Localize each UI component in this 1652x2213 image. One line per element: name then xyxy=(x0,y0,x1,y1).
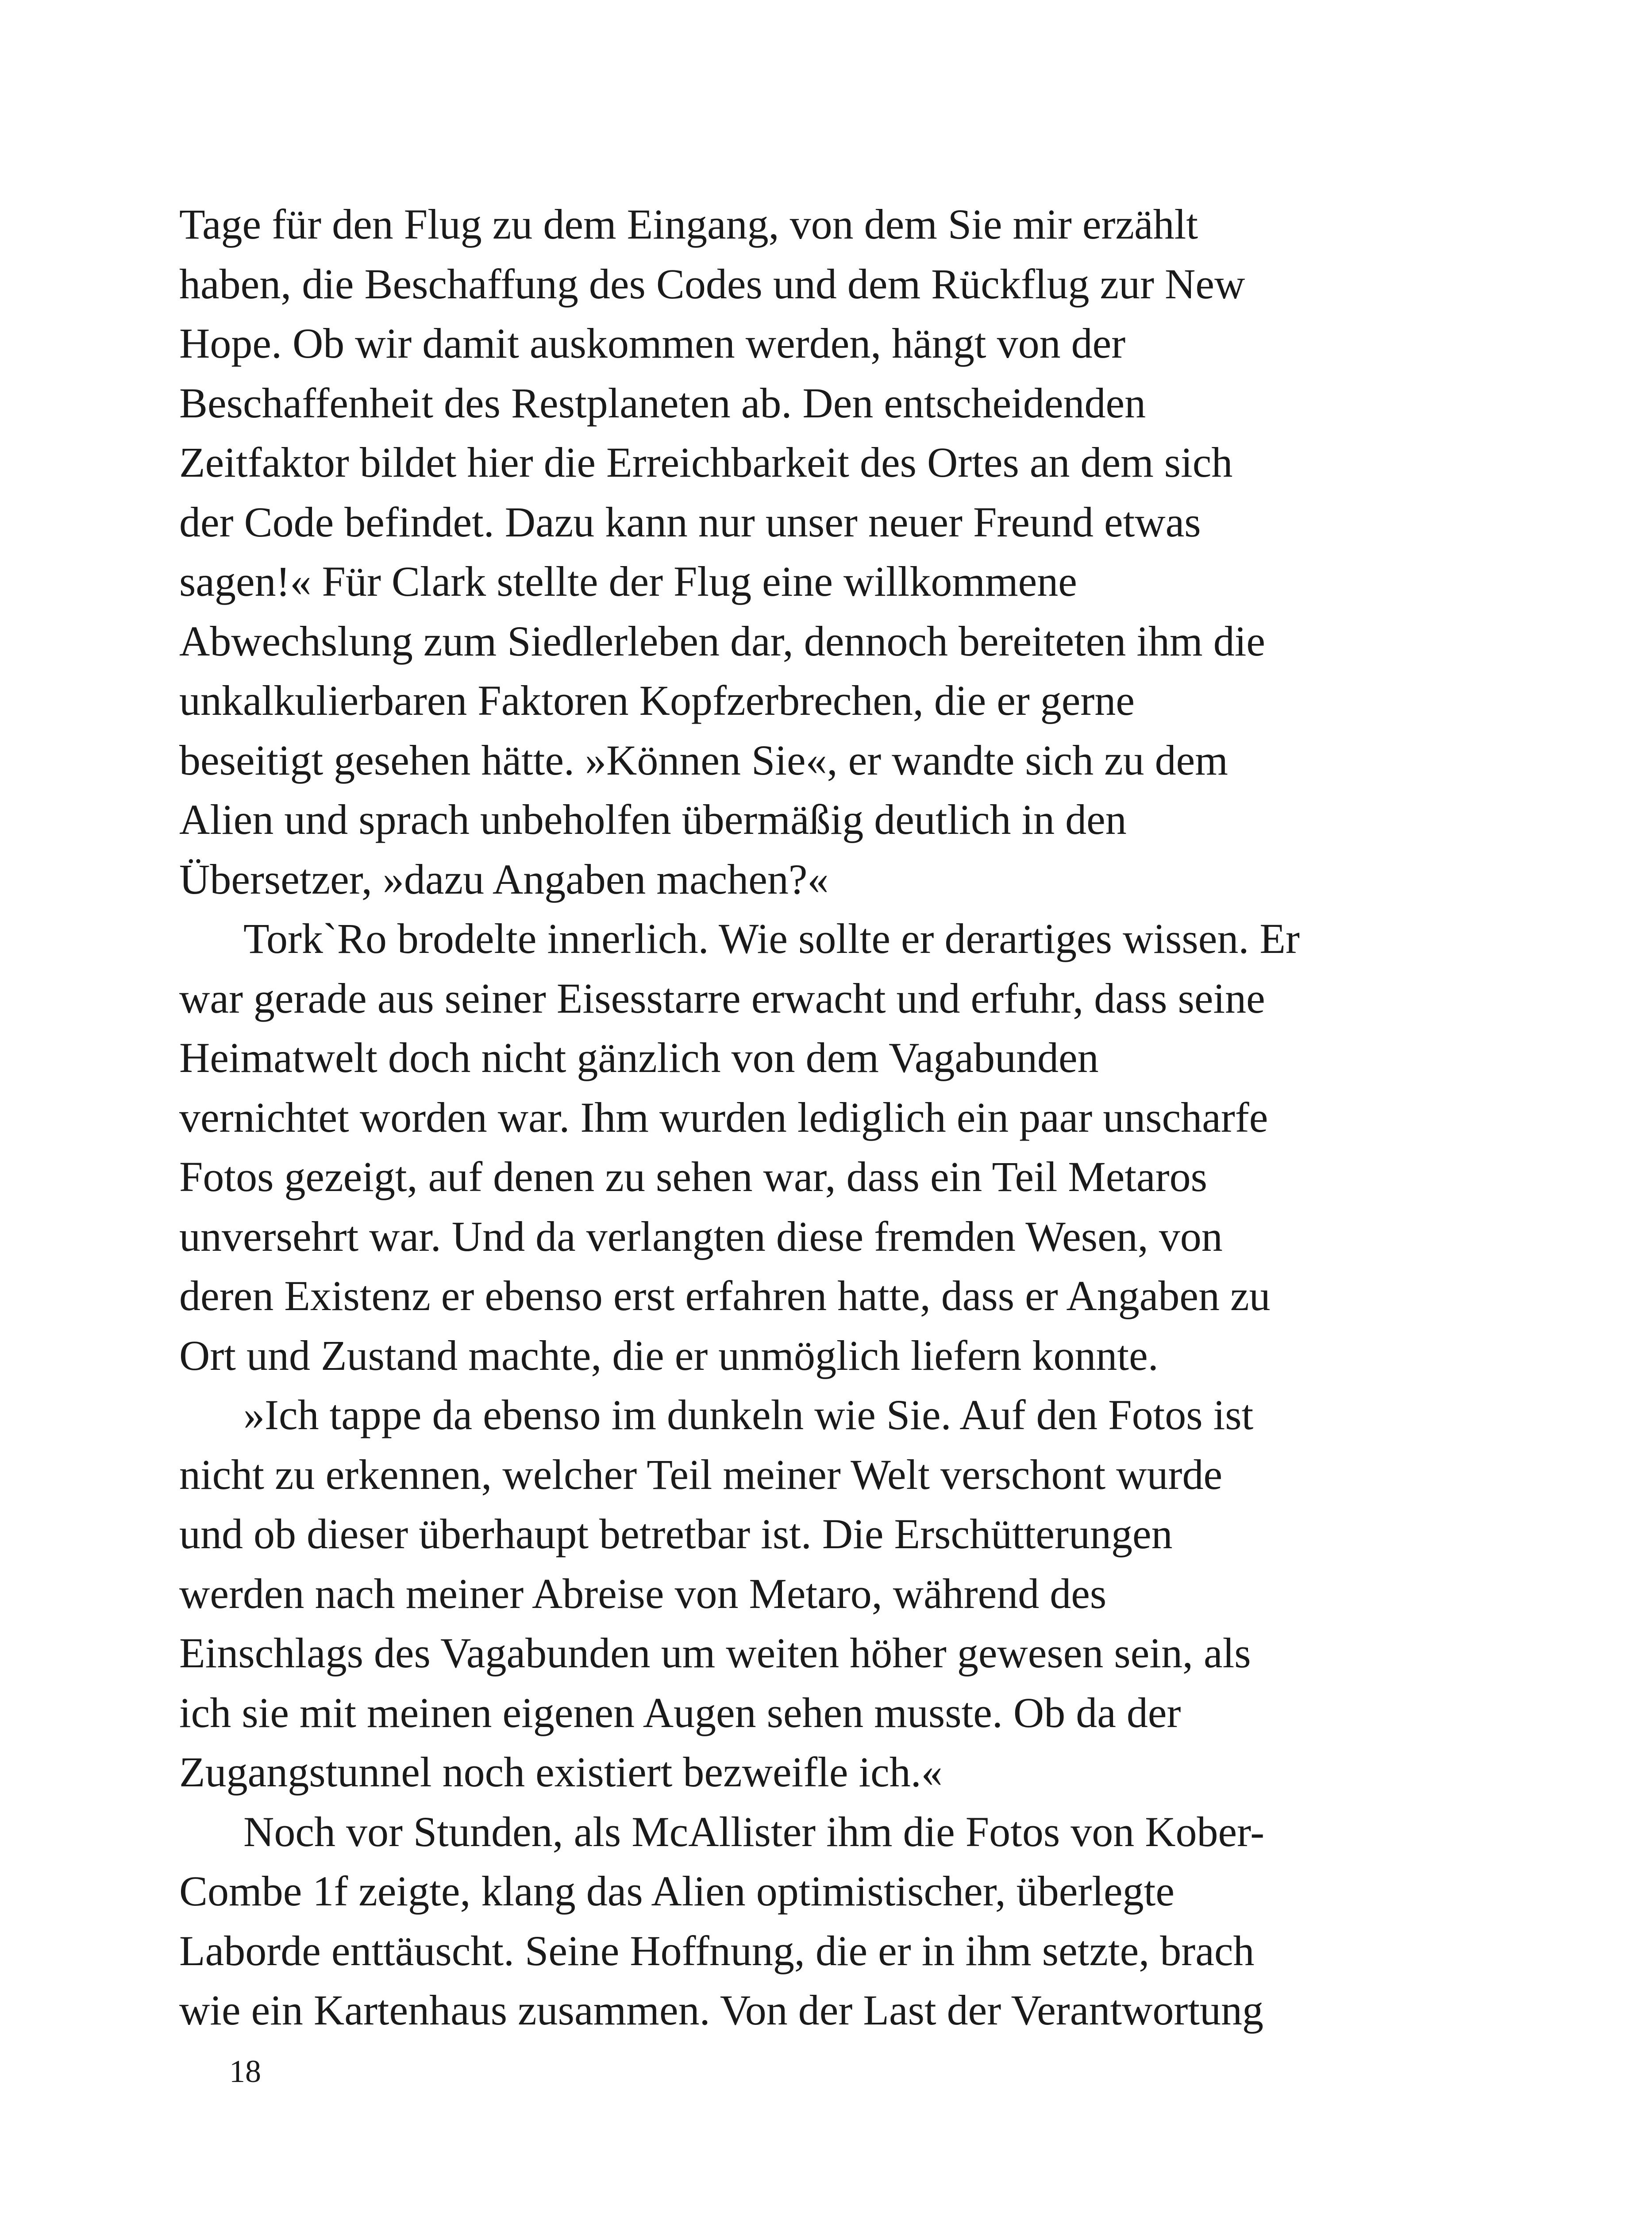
text-line: Übersetzer, »dazu Angaben machen?« xyxy=(179,855,829,903)
text-line: ich sie mit meinen eigenen Augen sehen musste. Ob da der xyxy=(179,1689,1181,1736)
text-line: werden nach meiner Abreise von Metaro, während des xyxy=(179,1569,1107,1617)
text-line: Combe 1f zeigte, klang das Alien optimistischer, überlegte xyxy=(179,1867,1174,1915)
text-line: Einschlags des Vagabunden um weiten höher gewesen sein, als xyxy=(179,1629,1251,1677)
text-line: vernichtet worden war. Ihm wurden lediglich ein paar unscharfe xyxy=(179,1093,1268,1141)
text-line: haben, die Beschaffung des Codes und dem Rückflug zur New xyxy=(179,260,1245,308)
text-line: Fotos gezeigt, auf denen zu sehen war, dass ein Teil Metaros xyxy=(179,1153,1207,1200)
page-number: 18 xyxy=(229,2054,261,2089)
text-line: Hope. Ob wir damit auskommen werden, hängt von der xyxy=(179,320,1126,367)
text-line: Ort und Zustand machte, die er unmöglich liefern konnte. xyxy=(179,1331,1159,1379)
text-line: unkalkulierbaren Faktoren Kopfzerbrechen, die er gerne xyxy=(179,677,1135,724)
text-line: beseitigt gesehen hätte. »Können Sie«, er wandte sich zu dem xyxy=(179,736,1228,784)
paragraph-start-line: Noch vor Stunden, als McAllister ihm die Fotos von Kober- xyxy=(243,1808,1265,1855)
text-line: und ob dieser überhaupt betretbar ist. Die Erschütterungen xyxy=(179,1510,1173,1558)
body-text xyxy=(179,195,1471,2040)
paragraph-start-line: »Ich tappe da ebenso im dunkeln wie Sie. Auf den Fotos ist xyxy=(243,1391,1254,1438)
text-line: Beschaffenheit des Restplaneten ab. Den entscheidenden xyxy=(179,379,1146,427)
text-line: war gerade aus seiner Eisesstarre erwacht und erfuhr, dass seine xyxy=(179,974,1265,1022)
text-line: sagen!« Für Clark stellte der Flug eine willkommene xyxy=(179,558,1077,605)
text-line: Zeitfaktor bildet hier die Erreichbarkeit des Ortes an dem sich xyxy=(179,439,1233,486)
text-line: der Code befindet. Dazu kann nur unser neuer Freund etwas xyxy=(179,498,1201,546)
text-line: Laborde enttäuscht. Seine Hoffnung, die er in ihm setzte, brach xyxy=(179,1927,1255,1974)
text-line: unversehrt war. Und da verlangten diese fremden Wesen, von xyxy=(179,1212,1223,1260)
text-line: deren Existenz er ebenso erst erfahren hatte, dass er Angaben zu xyxy=(179,1272,1271,1319)
text-line: Zugangstunnel noch existiert bezweifle ich.« xyxy=(179,1748,943,1796)
text-line: Tage für den Flug zu dem Eingang, von dem Sie mir erzählt xyxy=(179,200,1198,248)
text-line: Alien und sprach unbeholfen übermäßig deutlich in den xyxy=(179,796,1127,843)
text-line: wie ein Kartenhaus zusammen. Von der Last der Verantwortung xyxy=(179,1986,1264,2034)
text-line: Heimatwelt doch nicht gänzlich von dem Vagabunden xyxy=(179,1034,1099,1081)
paragraph-start-line: Tork`Ro brodelte innerlich. Wie sollte er derartiges wissen. Er xyxy=(243,915,1300,962)
text-line: nicht zu erkennen, welcher Teil meiner Welt verschont wurde xyxy=(179,1450,1223,1498)
text-line: Abwechslung zum Siedlerleben dar, dennoch bereiteten ihm die xyxy=(179,617,1265,665)
